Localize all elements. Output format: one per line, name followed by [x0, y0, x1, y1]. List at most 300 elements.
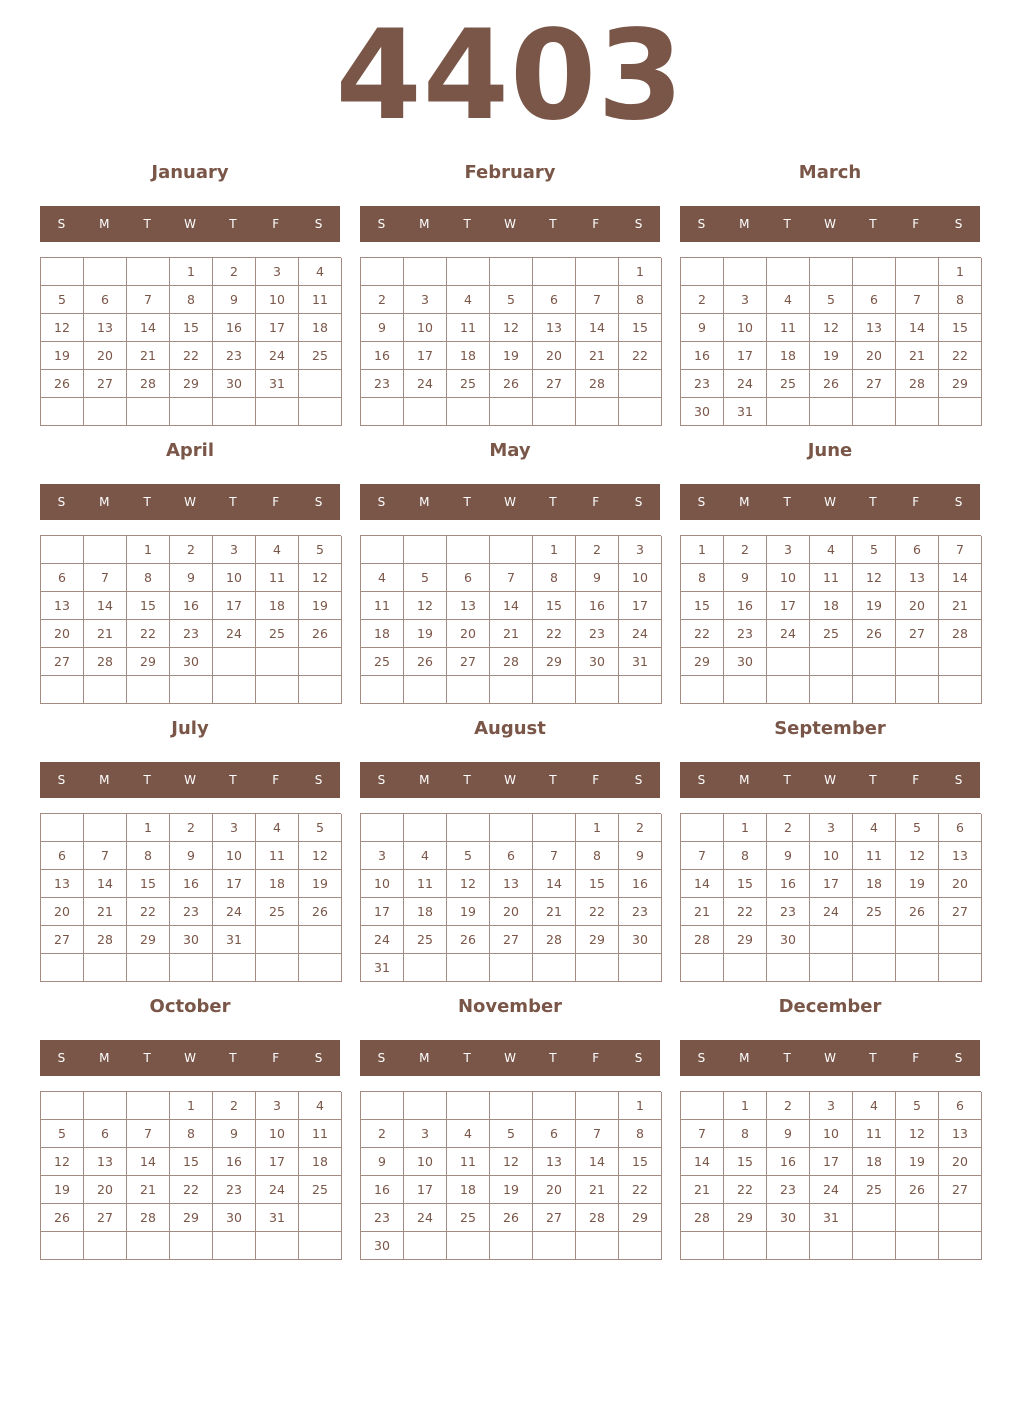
empty-cell [853, 1232, 896, 1260]
day-cell: 28 [681, 1204, 724, 1232]
day-cell: 5 [447, 842, 490, 870]
day-cell: 7 [533, 842, 576, 870]
empty-cell [84, 258, 127, 286]
day-cell: 13 [896, 564, 939, 592]
day-cell: 13 [490, 870, 533, 898]
day-cell: 29 [170, 370, 213, 398]
day-cell: 14 [490, 592, 533, 620]
day-cell: 12 [896, 1120, 939, 1148]
day-cell: 20 [490, 898, 533, 926]
empty-cell [810, 954, 853, 982]
empty-cell [256, 398, 299, 426]
day-cell: 31 [619, 648, 662, 676]
day-cell: 20 [84, 342, 127, 370]
day-cell: 20 [84, 1176, 127, 1204]
day-cell: 31 [724, 398, 767, 426]
day-cell: 8 [170, 286, 213, 314]
day-cell: 17 [404, 1176, 447, 1204]
day-cell: 13 [533, 314, 576, 342]
day-cell: 25 [447, 370, 490, 398]
weekday-label: M [739, 1051, 750, 1065]
empty-cell [84, 398, 127, 426]
weekday-label: M [739, 773, 750, 787]
empty-cell [724, 954, 767, 982]
weekday-header [40, 762, 340, 798]
weekday-label: F [272, 773, 280, 787]
empty-cell [256, 1232, 299, 1260]
weekday-label: W [184, 773, 196, 787]
day-cell: 13 [41, 592, 84, 620]
day-cell: 15 [170, 314, 213, 342]
day-cell: 19 [896, 870, 939, 898]
weekday-label: T [549, 773, 557, 787]
empty-cell [127, 1232, 170, 1260]
day-cell: 3 [767, 536, 810, 564]
weekday-label: M [419, 773, 430, 787]
day-cell: 9 [213, 286, 256, 314]
day-cell: 10 [361, 870, 404, 898]
day-cell: 12 [853, 564, 896, 592]
weekday-label: S [954, 773, 963, 787]
day-cell: 9 [619, 842, 662, 870]
day-cell: 30 [213, 370, 256, 398]
empty-cell [681, 814, 724, 842]
day-cell: 9 [576, 564, 619, 592]
weekday-label: M [99, 773, 110, 787]
day-cell: 24 [810, 898, 853, 926]
weekday-label: T [783, 495, 791, 509]
day-cell: 15 [724, 1148, 767, 1176]
day-cell: 14 [576, 314, 619, 342]
day-cell: 17 [361, 898, 404, 926]
day-cell: 15 [170, 1148, 213, 1176]
day-grid [680, 257, 981, 426]
weekday-header [40, 206, 340, 242]
day-cell: 17 [810, 1148, 853, 1176]
day-cell: 3 [619, 536, 662, 564]
empty-cell [299, 648, 342, 676]
day-cell: 6 [939, 814, 982, 842]
day-cell: 6 [447, 564, 490, 592]
month-name: December [778, 996, 882, 1017]
day-cell: 5 [299, 814, 342, 842]
day-cell: 3 [256, 258, 299, 286]
day-cell: 7 [896, 286, 939, 314]
empty-cell [41, 1232, 84, 1260]
empty-cell [361, 1092, 404, 1120]
day-cell: 21 [84, 898, 127, 926]
day-cell: 20 [939, 870, 982, 898]
day-cell: 26 [447, 926, 490, 954]
day-cell: 18 [853, 1148, 896, 1176]
empty-cell [533, 1232, 576, 1260]
day-cell: 22 [533, 620, 576, 648]
weekday-label: S [57, 495, 66, 509]
day-cell: 6 [84, 1120, 127, 1148]
day-cell: 30 [361, 1232, 404, 1260]
day-cell: 30 [619, 926, 662, 954]
empty-cell [213, 676, 256, 704]
day-grid [360, 257, 661, 426]
day-cell: 20 [896, 592, 939, 620]
empty-cell [576, 1092, 619, 1120]
weekday-header [680, 206, 980, 242]
empty-cell [681, 676, 724, 704]
day-cell: 8 [724, 1120, 767, 1148]
day-cell: 1 [170, 258, 213, 286]
day-cell: 14 [84, 870, 127, 898]
weekday-label: S [314, 773, 323, 787]
day-cell: 28 [576, 1204, 619, 1232]
empty-cell [767, 1232, 810, 1260]
month-name: June [807, 440, 853, 461]
day-cell: 20 [41, 898, 84, 926]
day-cell: 16 [170, 870, 213, 898]
day-cell: 4 [404, 842, 447, 870]
empty-cell [299, 1204, 342, 1232]
day-cell: 19 [853, 592, 896, 620]
empty-cell [299, 398, 342, 426]
day-cell: 23 [170, 620, 213, 648]
day-cell: 17 [404, 342, 447, 370]
weekday-label: S [314, 495, 323, 509]
empty-cell [810, 648, 853, 676]
empty-cell [619, 398, 662, 426]
empty-cell [41, 814, 84, 842]
day-cell: 31 [810, 1204, 853, 1232]
day-cell: 2 [767, 814, 810, 842]
day-cell: 1 [724, 1092, 767, 1120]
weekday-label: S [954, 1051, 963, 1065]
weekday-label: W [504, 773, 516, 787]
empty-cell [404, 676, 447, 704]
day-cell: 8 [724, 842, 767, 870]
day-cell: 25 [447, 1204, 490, 1232]
day-cell: 24 [724, 370, 767, 398]
empty-cell [127, 676, 170, 704]
empty-cell [213, 398, 256, 426]
day-cell: 10 [724, 314, 767, 342]
empty-cell [810, 258, 853, 286]
day-cell: 17 [213, 870, 256, 898]
day-cell: 15 [127, 592, 170, 620]
day-cell: 30 [724, 648, 767, 676]
day-cell: 7 [490, 564, 533, 592]
day-cell: 21 [576, 1176, 619, 1204]
day-cell: 22 [939, 342, 982, 370]
weekday-label: F [272, 217, 280, 231]
empty-cell [404, 1232, 447, 1260]
empty-cell [533, 814, 576, 842]
day-cell: 3 [724, 286, 767, 314]
day-cell: 11 [299, 1120, 342, 1148]
day-cell: 1 [576, 814, 619, 842]
empty-cell [767, 676, 810, 704]
day-cell: 3 [361, 842, 404, 870]
day-cell: 12 [447, 870, 490, 898]
day-cell: 9 [170, 842, 213, 870]
day-cell: 23 [361, 1204, 404, 1232]
day-cell: 11 [447, 314, 490, 342]
day-cell: 27 [939, 898, 982, 926]
day-cell: 4 [853, 814, 896, 842]
day-cell: 2 [767, 1092, 810, 1120]
day-cell: 31 [213, 926, 256, 954]
day-cell: 7 [127, 1120, 170, 1148]
empty-cell [41, 536, 84, 564]
empty-cell [724, 1232, 767, 1260]
day-cell: 15 [127, 870, 170, 898]
day-cell: 17 [256, 1148, 299, 1176]
day-grid [40, 1091, 341, 1260]
empty-cell [896, 1204, 939, 1232]
day-cell: 1 [619, 258, 662, 286]
day-cell: 24 [619, 620, 662, 648]
weekday-label: M [739, 495, 750, 509]
day-cell: 29 [681, 648, 724, 676]
empty-cell [853, 258, 896, 286]
year-title: 4403 [335, 4, 685, 148]
empty-cell [939, 1232, 982, 1260]
day-cell: 7 [576, 1120, 619, 1148]
day-cell: 15 [619, 314, 662, 342]
day-cell: 1 [170, 1092, 213, 1120]
day-cell: 6 [41, 842, 84, 870]
day-cell: 15 [619, 1148, 662, 1176]
weekday-label: S [697, 1051, 706, 1065]
day-cell: 14 [681, 870, 724, 898]
day-cell: 20 [41, 620, 84, 648]
day-cell: 25 [853, 1176, 896, 1204]
day-cell: 4 [447, 286, 490, 314]
empty-cell [939, 926, 982, 954]
empty-cell [213, 648, 256, 676]
day-cell: 8 [127, 564, 170, 592]
empty-cell [127, 954, 170, 982]
day-cell: 8 [939, 286, 982, 314]
empty-cell [810, 1232, 853, 1260]
day-cell: 13 [939, 842, 982, 870]
day-cell: 2 [619, 814, 662, 842]
weekday-label: W [824, 217, 836, 231]
day-cell: 22 [619, 342, 662, 370]
empty-cell [299, 926, 342, 954]
weekday-header [360, 762, 660, 798]
day-cell: 4 [361, 564, 404, 592]
day-cell: 3 [404, 1120, 447, 1148]
day-cell: 27 [853, 370, 896, 398]
day-cell: 18 [299, 314, 342, 342]
month-name: February [464, 162, 556, 183]
day-cell: 11 [853, 842, 896, 870]
weekday-label: F [592, 217, 600, 231]
day-cell: 25 [767, 370, 810, 398]
weekday-label: W [184, 1051, 196, 1065]
day-cell: 10 [810, 1120, 853, 1148]
day-cell: 9 [681, 314, 724, 342]
empty-cell [213, 954, 256, 982]
day-cell: 19 [404, 620, 447, 648]
day-cell: 24 [404, 370, 447, 398]
weekday-label: M [419, 217, 430, 231]
day-cell: 19 [810, 342, 853, 370]
day-cell: 7 [681, 1120, 724, 1148]
day-cell: 9 [361, 1148, 404, 1176]
day-cell: 15 [533, 592, 576, 620]
weekday-label: T [463, 1051, 471, 1065]
day-cell: 12 [490, 314, 533, 342]
day-cell: 31 [256, 1204, 299, 1232]
day-cell: 22 [619, 1176, 662, 1204]
empty-cell [939, 676, 982, 704]
month-name: October [149, 996, 231, 1017]
day-cell: 3 [213, 536, 256, 564]
day-cell: 4 [256, 536, 299, 564]
weekday-label: S [314, 1051, 323, 1065]
day-cell: 29 [170, 1204, 213, 1232]
day-cell: 16 [724, 592, 767, 620]
day-cell: 11 [361, 592, 404, 620]
empty-cell [299, 1232, 342, 1260]
empty-cell [681, 1232, 724, 1260]
day-cell: 17 [767, 592, 810, 620]
day-cell: 14 [896, 314, 939, 342]
empty-cell [767, 954, 810, 982]
weekday-label: F [912, 1051, 920, 1065]
empty-cell [767, 648, 810, 676]
day-cell: 10 [619, 564, 662, 592]
day-cell: 9 [213, 1120, 256, 1148]
day-cell: 24 [404, 1204, 447, 1232]
empty-cell [299, 676, 342, 704]
empty-cell [447, 258, 490, 286]
day-cell: 3 [404, 286, 447, 314]
day-cell: 10 [404, 314, 447, 342]
day-cell: 24 [213, 898, 256, 926]
empty-cell [361, 814, 404, 842]
day-cell: 25 [404, 926, 447, 954]
empty-cell [490, 1232, 533, 1260]
weekday-label: T [783, 217, 791, 231]
empty-cell [853, 676, 896, 704]
day-cell: 16 [361, 342, 404, 370]
day-cell: 7 [681, 842, 724, 870]
day-cell: 9 [767, 1120, 810, 1148]
day-cell: 12 [41, 1148, 84, 1176]
empty-cell [84, 536, 127, 564]
day-cell: 2 [681, 286, 724, 314]
empty-cell [299, 370, 342, 398]
weekday-label: S [697, 217, 706, 231]
weekday-label: S [57, 217, 66, 231]
day-cell: 13 [939, 1120, 982, 1148]
day-cell: 22 [576, 898, 619, 926]
day-cell: 27 [896, 620, 939, 648]
day-cell: 28 [896, 370, 939, 398]
day-cell: 10 [767, 564, 810, 592]
weekday-label: T [783, 773, 791, 787]
empty-cell [127, 258, 170, 286]
day-cell: 26 [490, 1204, 533, 1232]
day-cell: 20 [533, 342, 576, 370]
weekday-header [40, 484, 340, 520]
weekday-label: S [954, 495, 963, 509]
weekday-label: F [272, 495, 280, 509]
day-cell: 11 [299, 286, 342, 314]
day-cell: 8 [681, 564, 724, 592]
empty-cell [490, 398, 533, 426]
empty-cell [127, 398, 170, 426]
day-cell: 5 [404, 564, 447, 592]
empty-cell [576, 1232, 619, 1260]
day-cell: 24 [213, 620, 256, 648]
empty-cell [447, 954, 490, 982]
empty-cell [404, 1092, 447, 1120]
day-cell: 2 [724, 536, 767, 564]
day-cell: 29 [127, 648, 170, 676]
weekday-label: T [549, 1051, 557, 1065]
weekday-label: S [634, 773, 643, 787]
day-cell: 5 [853, 536, 896, 564]
day-cell: 2 [361, 1120, 404, 1148]
day-cell: 20 [533, 1176, 576, 1204]
empty-cell [490, 814, 533, 842]
day-cell: 26 [490, 370, 533, 398]
day-cell: 17 [213, 592, 256, 620]
day-cell: 12 [896, 842, 939, 870]
weekday-label: F [592, 495, 600, 509]
weekday-label: M [99, 495, 110, 509]
day-cell: 29 [127, 926, 170, 954]
day-cell: 2 [576, 536, 619, 564]
day-cell: 21 [681, 1176, 724, 1204]
day-cell: 18 [447, 342, 490, 370]
empty-cell [84, 814, 127, 842]
day-cell: 19 [299, 592, 342, 620]
day-cell: 19 [490, 1176, 533, 1204]
empty-cell [576, 398, 619, 426]
empty-cell [853, 648, 896, 676]
day-cell: 21 [939, 592, 982, 620]
weekday-label: S [954, 217, 963, 231]
day-cell: 26 [404, 648, 447, 676]
empty-cell [256, 926, 299, 954]
day-cell: 16 [361, 1176, 404, 1204]
day-cell: 30 [170, 926, 213, 954]
day-cell: 21 [681, 898, 724, 926]
weekday-label: S [634, 1051, 643, 1065]
empty-cell [404, 398, 447, 426]
day-cell: 20 [939, 1148, 982, 1176]
day-cell: 7 [84, 564, 127, 592]
month-name: July [171, 718, 209, 739]
day-cell: 16 [767, 870, 810, 898]
empty-cell [939, 648, 982, 676]
month-name: November [457, 996, 563, 1017]
day-cell: 7 [576, 286, 619, 314]
empty-cell [490, 676, 533, 704]
empty-cell [213, 1232, 256, 1260]
day-cell: 4 [767, 286, 810, 314]
day-cell: 27 [84, 1204, 127, 1232]
empty-cell [681, 1092, 724, 1120]
day-cell: 6 [896, 536, 939, 564]
weekday-header [360, 1040, 660, 1076]
day-cell: 27 [41, 648, 84, 676]
day-cell: 5 [896, 814, 939, 842]
day-cell: 17 [256, 314, 299, 342]
empty-cell [533, 676, 576, 704]
